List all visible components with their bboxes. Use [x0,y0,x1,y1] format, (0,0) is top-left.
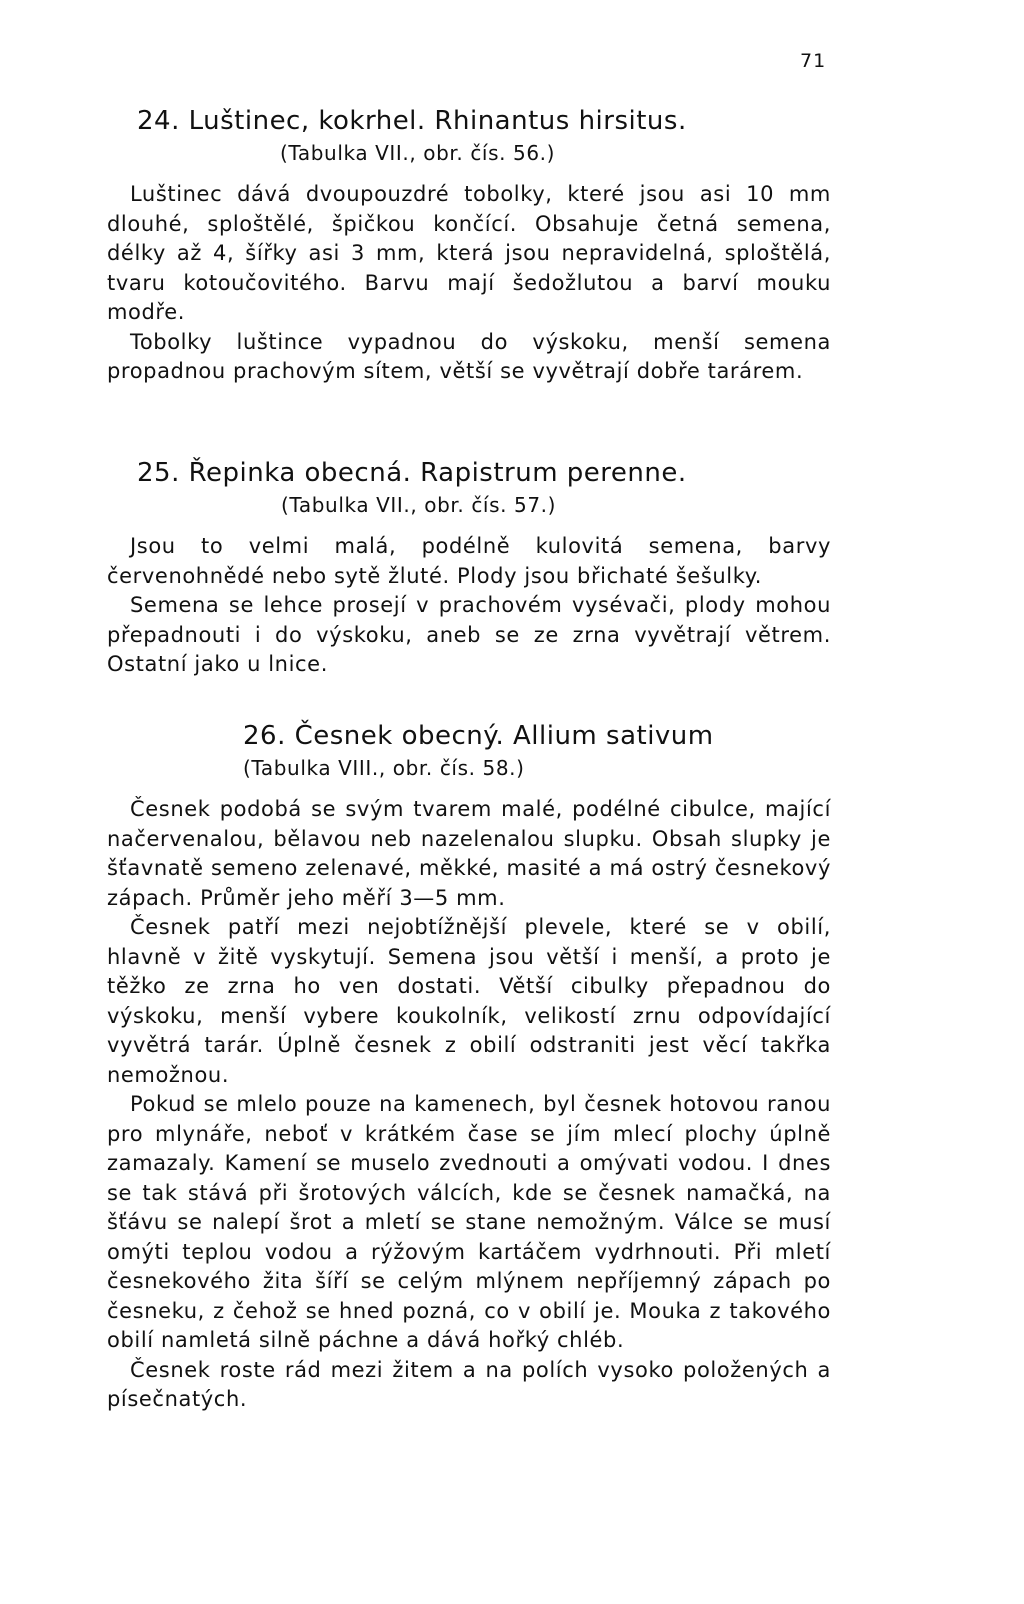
paragraph: Česnek podobá se svým tvarem malé, podélné cibulce, mající načervenalou, bělavou neb nazelenalou slupku. Obsah slupky je šťavnatě semeno zelenavé, měkké, masité a má ostrý česnekový zápach. Průměr jeho měří 3—5 mm. [107,797,831,910]
paragraph: Jsou to velmi malá, podélně kulovitá semena, barvy červenohnědé nebo sytě žluté. Plody jsou břichaté šešulky. [107,534,831,588]
paragraph: Semena se lehce prosejí v prachovém vysévači, plody mohou přepadnouti i do výskoku, aneb se ze zrna vyvětrají větrem. Ostatní jako u lnice. [107,593,831,676]
paragraph: Tobolky luštince vypadnou do výskoku, menší semena propadnou prachovým sítem, větší se vyvětrají dobře tarárem. [107,329,831,383]
section-řepinka [107,456,831,680]
figure-reference: (Tabulka VII., obr. čís. 56.) [280,141,556,165]
section-luštinec [107,104,831,387]
section-česnek [107,719,831,1415]
paragraph: Česnek roste rád mezi žitem a na polích vysoko položených a písečnatých. [107,1357,831,1411]
section-heading: 25. Řepinka obecná. Rapistrum perenne. [137,458,687,488]
paragraph: Luštinec dává dvoupouzdré tobolky, které jsou asi 10 mm dlouhé, sploštělé, špičkou končící. Obsahuje četná semena, délky až 4, šířky asi 3 mm, která jsou nepravidelná, sploštělá, tvaru kotoučovitého. Barvu mají šedožlutou a barví mouku modře. [107,182,831,324]
page-number: 71 [800,50,827,72]
section-heading: 26. Česnek obecný. Allium sativum [243,721,714,751]
paragraph: Česnek patří mezi nejobtížnější plevele, které se v obilí, hlavně v žitě vyskytují. Semena jsou větší i menší, a proto je těžko ze zrna ho ven dostati. Větší cibulky přepadnou do výskoku, menší vybere koukolník, velikostí zrnu odpovídající vyvětrá tarár. Úplně česnek z obilí odstraniti jest věcí takřka nemožnou. [107,915,831,1087]
figure-reference: (Tabulka VII., obr. čís. 57.) [281,493,557,517]
section-heading: 24. Luštinec, kokrhel. Rhinantus hirsitus. [137,106,687,136]
figure-reference: (Tabulka VIII., obr. čís. 58.) [243,756,525,780]
paragraph: Pokud se mlelo pouze na kamenech, byl česnek hotovou ranou pro mlynáře, neboť v krátkém čase se jím mlecí plochy úplně zamazaly. Kamení se muselo zvednouti a omývati vodou. I dnes se tak stává při šrotových válcích, kde se česnek namačká, na šťávu se nalepí šrot a mletí se stane nemožným. Válce se musí omýti teplou vodou a rýžovým kartáčem vydrhnouti. Při mletí česnekového žita šíří se celým mlýnem nepříjemný zápach po česneku, z čehož se hned pozná, co v obilí je. Mouka z takového obilí namletá silně páchne a dává hořký chléb. [107,1092,831,1352]
